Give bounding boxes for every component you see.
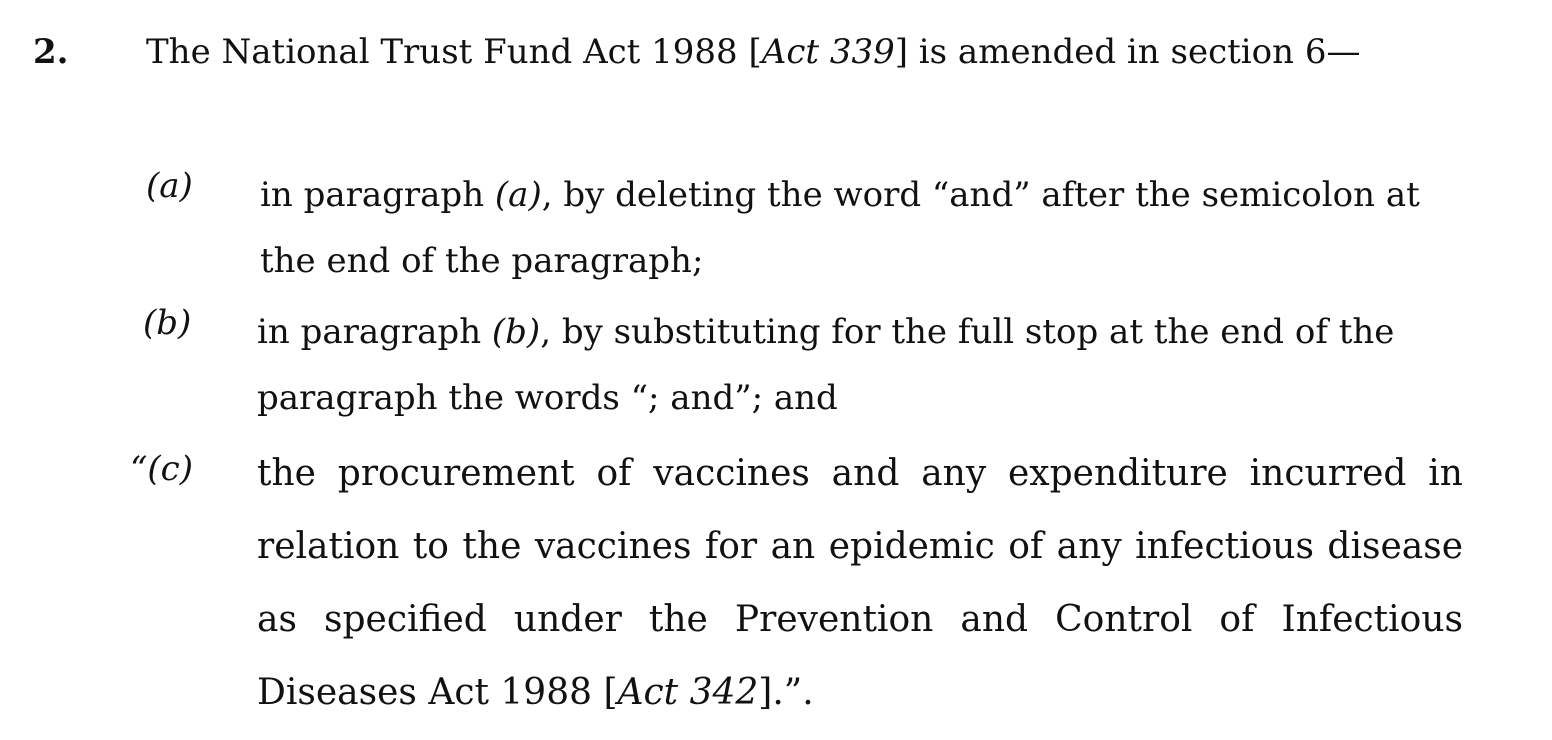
section-intro	[146, 28, 1360, 76]
section-intro-after: ] is amended in section 6—	[894, 32, 1361, 72]
item-c-act: Act 342	[617, 672, 759, 713]
section-number: 2.	[33, 32, 69, 72]
item-c-text	[257, 437, 1463, 729]
item-a-text-before: in paragraph	[260, 175, 495, 215]
item-c-text-before: the procurement of vaccines and any expenditure incurred in relation to the vaccines for an epidemic of any infectious disease as specified under the Prevention and Control of Infectious Diseases Act 1988 [	[257, 453, 1463, 713]
item-a-text-after: , by deleting the word “and” after the semicolon at the end of the paragraph;	[260, 175, 1420, 281]
item-b-text-before: in paragraph	[257, 312, 492, 352]
item-c-label: “(c)	[130, 449, 193, 489]
section-intro-act: Act 339	[761, 32, 895, 72]
item-a-ref: (a)	[494, 175, 542, 215]
item-c-text-after: ].”.	[758, 672, 814, 713]
item-b-ref: (b)	[491, 312, 541, 352]
section-intro-before: The National Trust Fund Act 1988 [	[146, 32, 762, 72]
item-b-text-after: , by substituting for the full stop at the end of the paragraph the words “; and”; and	[257, 312, 1395, 418]
item-b-text	[257, 299, 1467, 431]
item-b-label: (b)	[143, 303, 192, 343]
item-a-label: (a)	[146, 166, 193, 206]
item-a-text	[260, 162, 1470, 294]
